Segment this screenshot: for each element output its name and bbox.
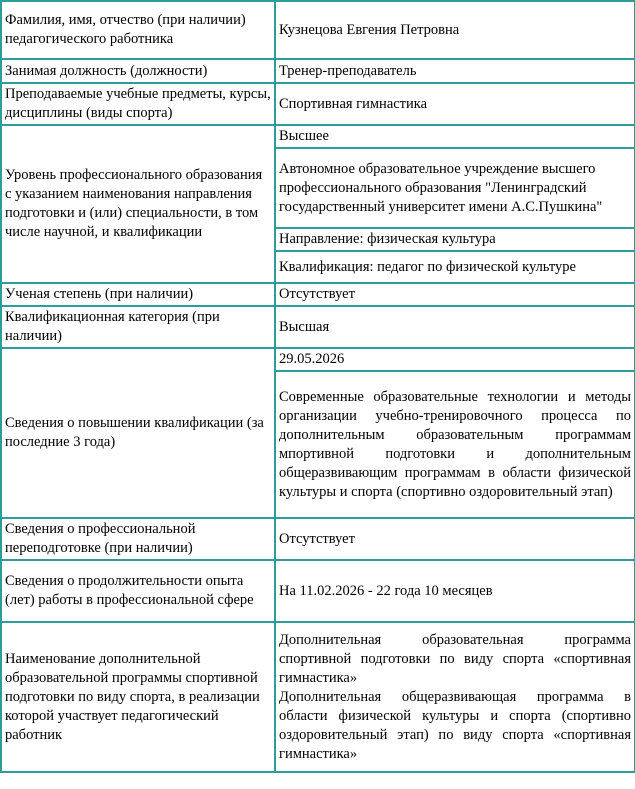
retraining-value: Отсутствует [276, 519, 634, 559]
program-item-1: Дополнительная образовательная программа спортивной подготовки по виду спорта «спортивная гимнастика» [279, 631, 631, 686]
category-label: Квалификационная категория (при наличии) [2, 307, 274, 347]
table-row [2, 519, 634, 559]
retraining-label: Сведения о профессиональной переподготовке (при наличии) [2, 519, 274, 559]
program-item-2: Дополнительная общеразвивающая программа в области физической культуры и спорта (спортивно оздоровительный этап) по виду спорта «спортивная гимнастика» [279, 688, 631, 762]
position-value: Тренер-преподаватель [276, 60, 634, 82]
education-label: Уровень профессионального образования с указанием наименования направления подготовки и (или) специальности, в том числе научной, и квалификации [2, 126, 274, 282]
table-row [2, 307, 634, 347]
programs-value [276, 623, 634, 771]
experience-label: Сведения о продолжительности опыта (лет) работы в профессиональной сфере [2, 561, 274, 621]
training-course: Современные образовательные технологии и методы организации учебно-тренировочного процесса по дополнительным образовательным программам мпортивной подготовки и дополнительным общеразвивающим программам в области физической культуры и спорта (спортивно оздоровительный этап) [276, 372, 634, 517]
education-institution: Автономное образовательное учреждение высшего профессионального образования "Ленинградский государственный университет имени А.С.Пушкина" [276, 149, 634, 227]
subjects-label: Преподаваемые учебные предметы, курсы, дисциплины (виды спорта) [2, 84, 274, 124]
name-value: Кузнецова Евгения Петровна [276, 2, 634, 58]
table-row [2, 126, 634, 147]
education-direction: Направление: физическая культура [276, 229, 634, 250]
table-row [2, 284, 634, 305]
table-row [2, 561, 634, 621]
table-row [2, 84, 634, 124]
education-qualification: Квалификация: педагог по физической культуре [276, 252, 634, 282]
training-date: 29.05.2026 [276, 349, 634, 370]
category-value: Высшая [276, 307, 634, 347]
experience-value: На 11.02.2026 - 22 года 10 месяцев [276, 561, 634, 621]
position-label: Занимая должность (должности) [2, 60, 274, 82]
subjects-value: Спортивная гимнастика [276, 84, 634, 124]
table-row [2, 623, 634, 771]
programs-label: Наименование дополнительной образовательной программы спортивной подготовки по виду спорта, в реализации которой участвует педагогический работник [2, 623, 274, 771]
table-row [2, 60, 634, 82]
table-row [2, 349, 634, 370]
name-label: Фамилия, имя, отчество (при наличии) педагогического работника [2, 2, 274, 58]
training-label: Сведения о повышении квалификации (за последние 3 года) [2, 349, 274, 517]
degree-value: Отсутствует [276, 284, 634, 305]
table-row [2, 2, 634, 58]
education-level: Высшее [276, 126, 634, 147]
degree-label: Ученая степень (при наличии) [2, 284, 274, 305]
